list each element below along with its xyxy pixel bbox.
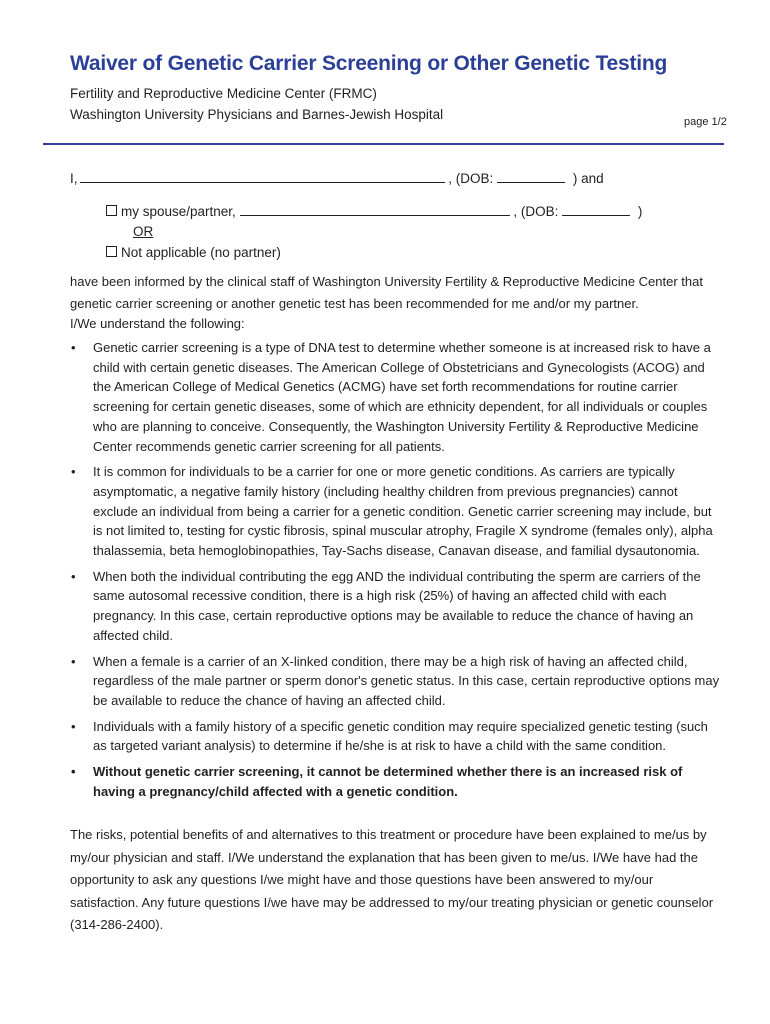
spouse-line bbox=[106, 203, 642, 219]
bullet-icon: • bbox=[71, 764, 76, 780]
list-item: • Genetic carrier screening is a type of DNA test to determine whether someone is at increased risk to have a child with certain genetic diseases. The American College of Obstetricians and Gynecologists (ACOG) and the American College of Medical Genetics (ACMG) have set forth recommendations for routine carrier screening for certain genetic diseases, some of which are ethnicity dependent, for all individuals or couples who are planning to conceive. Consequently, the Washington University Fertility & Reproductive Medicine Center recommends genetic carrier screening for all patients. bbox=[71, 340, 711, 454]
spouse-checkbox[interactable] bbox=[106, 205, 117, 216]
list-item: • Individuals with a family history of a specific genetic condition may require specialized genetic testing (such as targeted variant analysis) to determine if he/she is at risk to have a child with the same condition. bbox=[71, 718, 708, 754]
list-item: • It is common for individuals to be a carrier for one or more genetic conditions. As carriers are typically asymptomatic, a negative family history (including healthy children from previous pregnancies) cannot exclude an individual from being a carrier for a genetic condition. Genetic carrier screening may include, but is not limited to, testing for cystic fibrosis, spinal muscular atrophy, Fragile X syndrome (females only), alpha thalassemia, beta hemoglobinopathies, Tay-Sachs disease, Canavan disease, and familial dysautonomia. bbox=[71, 464, 713, 559]
bullet-icon: • bbox=[71, 568, 76, 584]
patient-dob-field[interactable] bbox=[497, 170, 565, 183]
list-item: • When both the individual contributing the egg AND the individual contributing the sperm are carriers of the same autosomal recessive condition, there is a high risk (25%) of having an affected child with each pregnancy. In this case, certain reproductive options may be available to reduce the chance of having an affected child. bbox=[71, 568, 701, 643]
spouse-close: ) bbox=[637, 204, 643, 219]
or-label: OR bbox=[133, 224, 154, 239]
intro-line: I/We understand the following: bbox=[70, 316, 245, 331]
intro-line: have been informed by the clinical staff of Washington University Fertility & Reproductive Medicine Center that bbox=[70, 274, 703, 289]
header-divider bbox=[43, 143, 724, 145]
hospital-name: Washington University Physicians and Barnes-Jewish Hospital bbox=[70, 107, 444, 122]
not-applicable-label: Not applicable (no partner) bbox=[121, 245, 281, 260]
and-label: ) and bbox=[572, 171, 604, 186]
patient-name-field[interactable] bbox=[80, 170, 445, 183]
understanding-list bbox=[70, 338, 720, 807]
list-item: • When a female is a carrier of an X-linked condition, there may be a high risk of having an affected child, regardless of the male partner or sperm donor's genetic status. In this case, certain reproductive options may be available to reduce the chance of having an affected child. bbox=[71, 653, 720, 708]
not-applicable-line bbox=[106, 245, 281, 260]
spouse-dob-field[interactable] bbox=[562, 203, 630, 216]
bullet-icon: • bbox=[71, 718, 76, 734]
spouse-dob-label: , (DOB: bbox=[513, 204, 559, 219]
list-item: • Without genetic carrier screening, it cannot be determined whether there is an increased risk of having a pregnancy/child affected with a genetic condition. bbox=[71, 764, 683, 799]
dob-label: , (DOB: bbox=[448, 171, 494, 186]
not-applicable-checkbox[interactable] bbox=[106, 246, 117, 257]
page-number: page 1/2 bbox=[684, 116, 727, 128]
patient-prefix: I, bbox=[70, 171, 78, 186]
bullet-icon: • bbox=[71, 340, 76, 355]
document-title: Waiver of Genetic Carrier Screening or Other Genetic Testing bbox=[70, 52, 668, 75]
bullet-icon: • bbox=[71, 653, 76, 669]
intro-line: genetic carrier screening or another genetic test has been recommended for me and/or my partner. bbox=[70, 295, 639, 311]
bullet-icon: • bbox=[71, 464, 76, 480]
spouse-name-field[interactable] bbox=[240, 203, 510, 216]
intro-paragraph bbox=[70, 271, 720, 333]
organization-name: Fertility and Reproductive Medicine Center (FRMC) bbox=[70, 86, 377, 101]
closing-paragraph: The risks, potential benefits of and alternatives to this treatment or procedure have been explained to me/us by my/our physician and staff. I/We understand the explanation that has been given to me/us. I/We have had the opportunity to ask any questions I/we might have and those questions have been answered to my/our satisfaction. Any future questions I/we have may be addressed to my/our treating physician or genetic counselor (314-286-2400). bbox=[70, 827, 714, 932]
spouse-label: my spouse/partner, bbox=[121, 204, 236, 219]
patient-line bbox=[70, 170, 604, 186]
